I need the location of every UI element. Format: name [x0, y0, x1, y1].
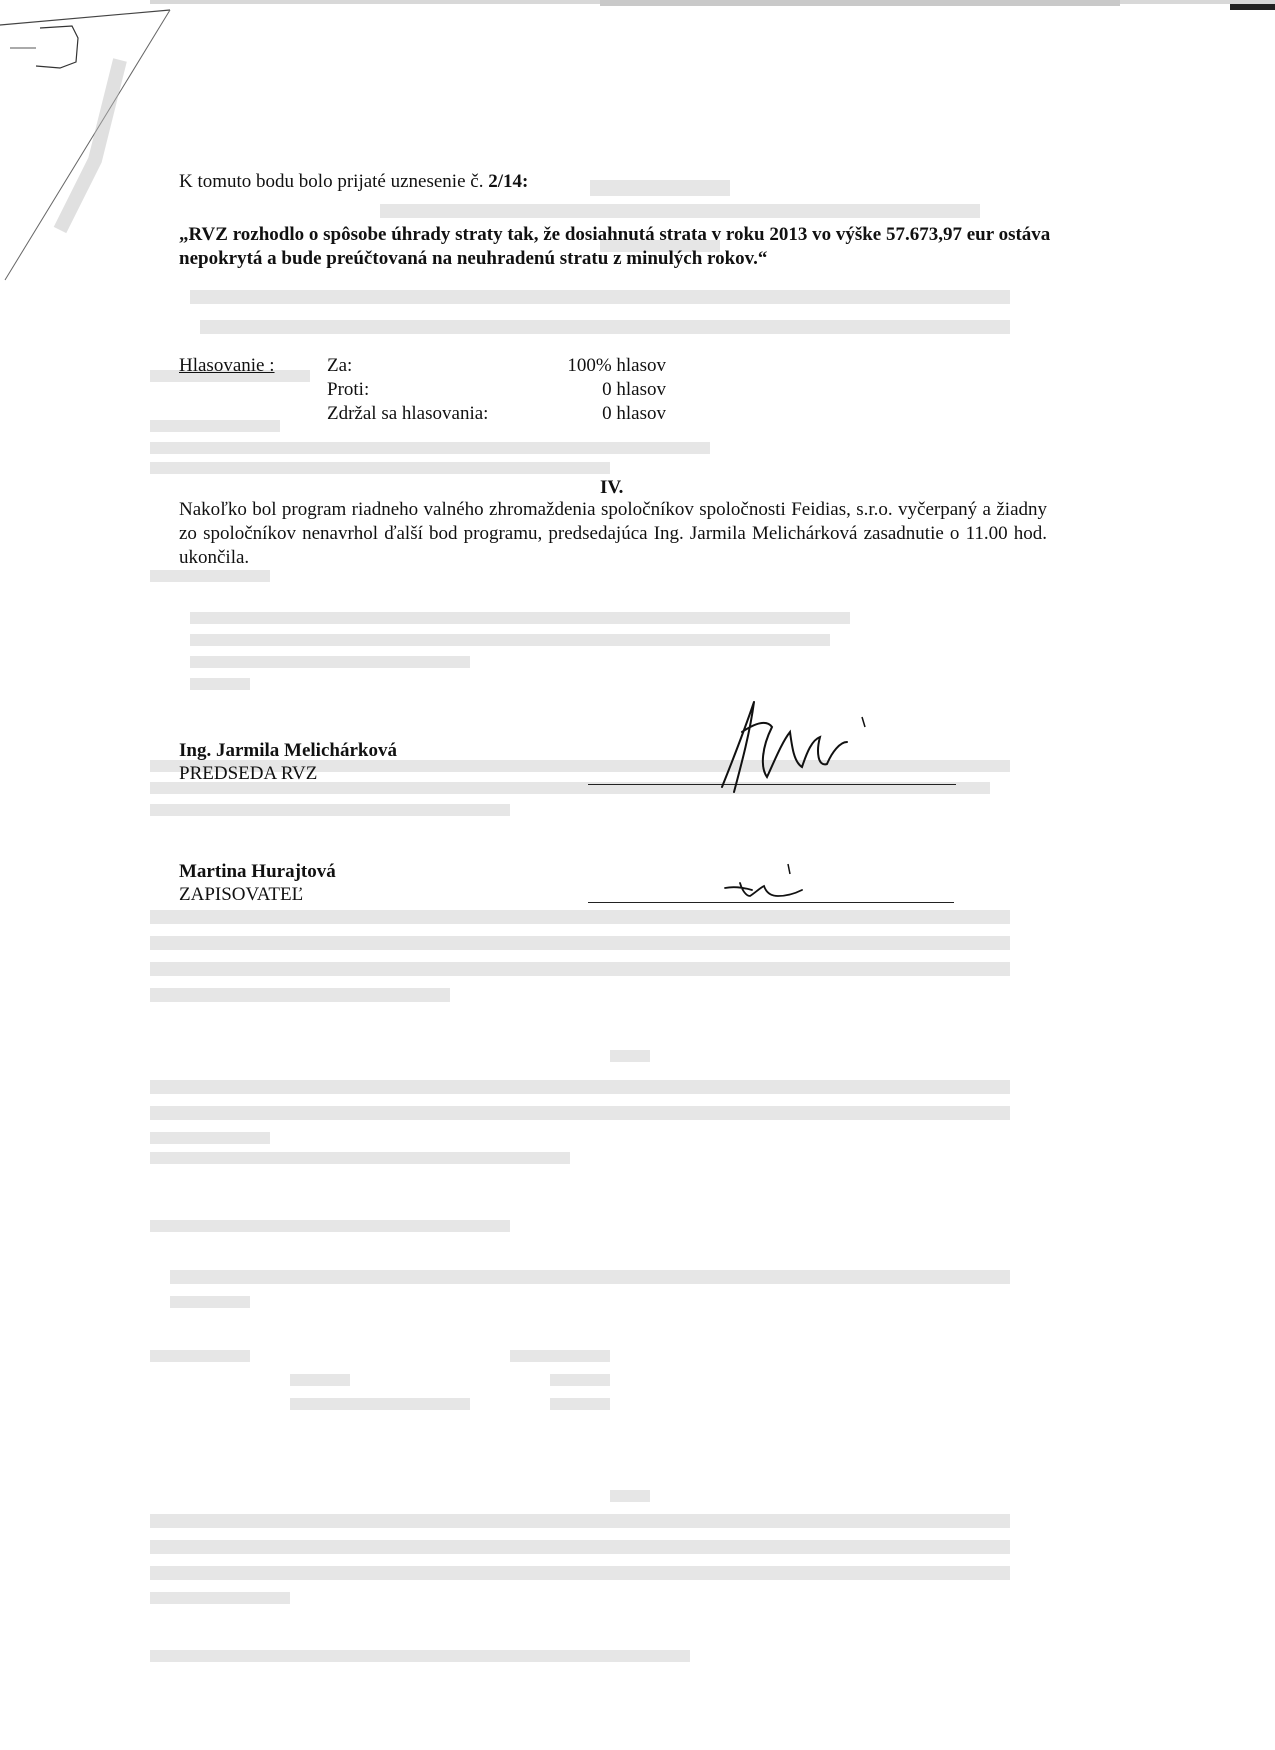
vote-option-for: Za:: [327, 355, 353, 376]
closing-paragraph: Nakoľko bol program riadneho valného zhromaždenia spoločníkov spoločnosti Feidias, s.r.o. vyčerpaný a žiadny zo spoločníkov nenavrhol ďalší bod programu, predsedajúca Ing. Jarmila Melichárková zasadnutie o 11.00 hod. ukončila.: [179, 499, 1047, 568]
vote-value-against: 0 hlasov: [602, 379, 666, 400]
resolution-text: „RVZ rozhodlo o spôsobe úhrady straty tak, že dosiahnutá strata v roku 2013 vo výške 57.673,97 eur ostáva nepokrytá a bude preúčtovaná na neuhradenú stratu z minulých rokov.“: [179, 224, 1051, 269]
signatory-1-name: Ing. Jarmila Melichárková: [179, 740, 397, 761]
signatory-2-name: Martina Hurajtová: [179, 861, 336, 882]
section-heading: IV.: [600, 477, 624, 498]
signature-1-graphic: [712, 692, 872, 802]
vote-option-against: Proti:: [327, 379, 370, 400]
vote-value-for: 100% hlasov: [567, 355, 666, 376]
signature-2-graphic: [720, 858, 820, 908]
resolution-intro: [179, 170, 528, 193]
signatory-1-role: PREDSEDA RVZ: [179, 763, 318, 784]
resolution-intro-prefix: K tomuto bodu bolo prijaté uznesenie č.: [179, 171, 484, 192]
resolution-number: 2/14:: [488, 171, 529, 192]
vote-option-abstain: Zdržal sa hlasovania:: [327, 403, 489, 424]
vote-value-abstain: 0 hlasov: [602, 403, 666, 424]
voting-label: Hlasovanie :: [179, 355, 275, 376]
signatory-2-role: ZAPISOVATEĽ: [179, 884, 304, 905]
